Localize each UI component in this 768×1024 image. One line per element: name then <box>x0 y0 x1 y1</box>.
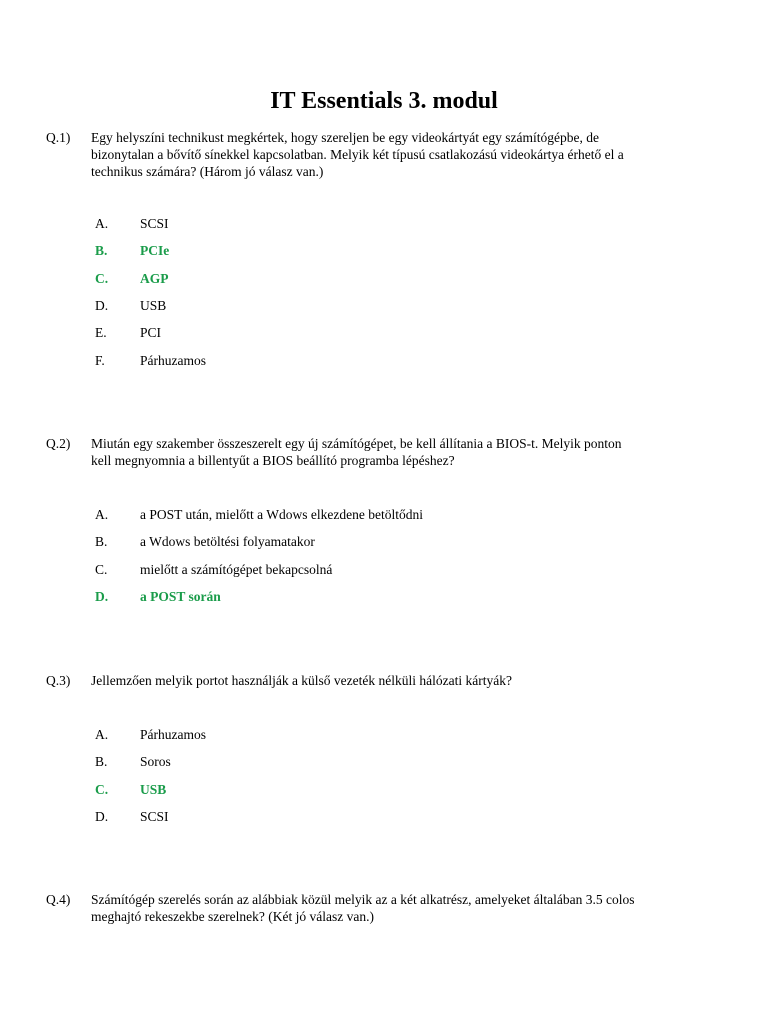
option-text: Soros <box>140 754 171 769</box>
answer-option-q1-f <box>0 352 768 370</box>
question-text: Miután egy szakember összeszerelt egy új számítógépet, be kell állítania a BIOS-t. Melyik ponton kell megnyomnia a billentyűt a BIOS beállító programba lépéshez? <box>91 436 622 468</box>
answer-option-q3-d <box>0 808 768 826</box>
option-letter: C. <box>95 782 109 797</box>
question-text: Egy helyszíni technikust megkértek, hogy szereljen be egy videokártyát egy számítógépbe, de bizonytalan a bővítő sínekkel kapcsolatban. Melyik két típusú csatlakozású videokártya érhető el a technikus számára? (Három jó válasz van.) <box>91 130 624 179</box>
option-text: Párhuzamos <box>140 353 206 368</box>
option-text: PCI <box>140 325 162 340</box>
question-number: Q.4) <box>46 892 71 907</box>
option-letter: C. <box>95 271 109 286</box>
option-text: SCSI <box>140 809 169 824</box>
question-number: Q.3) <box>46 673 71 688</box>
option-text: a POST során <box>140 589 221 604</box>
answer-option-q2-c <box>0 561 768 579</box>
answer-option-q1-e <box>0 324 768 342</box>
answer-option-q1-a <box>0 215 768 233</box>
option-letter: A. <box>95 507 109 522</box>
option-letter: A. <box>95 727 109 742</box>
question-number: Q.1) <box>46 130 71 145</box>
option-letter: B. <box>95 243 108 258</box>
option-text: AGP <box>140 271 169 286</box>
question-text: Számítógép szerelés során az alábbiak közül melyik az a két alkatrész, amelyeket általában 3.5 colos meghajtó rekeszekbe szerelnek? (Két jó válasz van.) <box>91 892 635 924</box>
answer-option-q2-d <box>0 588 768 606</box>
option-letter: B. <box>95 754 108 769</box>
option-letter: F. <box>95 353 105 368</box>
option-letter: D. <box>95 589 109 604</box>
option-text: USB <box>140 298 167 313</box>
option-text: mielőtt a számítógépet bekapcsolná <box>140 562 333 577</box>
question-number: Q.2) <box>46 436 71 451</box>
answer-option-q3-a <box>0 726 768 744</box>
option-letter: A. <box>95 216 109 231</box>
answer-option-q3-c <box>0 781 768 799</box>
page-title: IT Essentials 3. modul <box>270 88 498 114</box>
option-letter: E. <box>95 325 107 340</box>
option-text: SCSI <box>140 216 169 231</box>
answer-option-q1-b <box>0 242 768 260</box>
option-text: Párhuzamos <box>140 727 206 742</box>
option-letter: C. <box>95 562 108 577</box>
answer-option-q1-d <box>0 297 768 315</box>
option-text: PCIe <box>140 243 170 258</box>
option-text: USB <box>140 782 167 797</box>
option-letter: B. <box>95 534 108 549</box>
answer-option-q2-a <box>0 506 768 524</box>
option-text: a POST után, mielőtt a Wdows elkezdene betöltődni <box>140 507 423 522</box>
option-text: a Wdows betöltési folyamatakor <box>140 534 315 549</box>
question-text: Jellemzően melyik portot használják a külső vezeték nélküli hálózati kártyák? <box>91 673 512 688</box>
answer-option-q1-c <box>0 270 768 288</box>
option-letter: D. <box>95 809 109 824</box>
answer-option-q2-b <box>0 533 768 551</box>
option-letter: D. <box>95 298 109 313</box>
answer-option-q3-b <box>0 753 768 771</box>
